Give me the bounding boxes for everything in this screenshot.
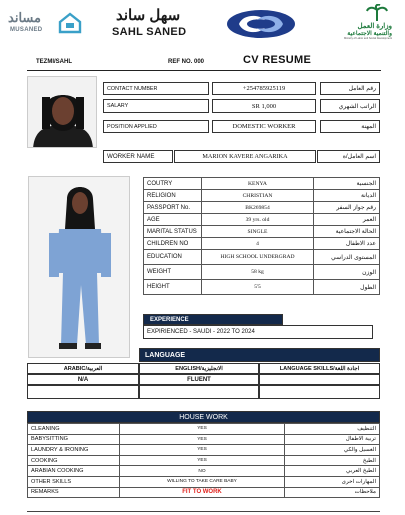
language-col-english: ENGLISH/الانجليزية [139,363,259,374]
worker-name-label: WORKER NAME [103,150,173,163]
detail-value: 4 [202,238,314,250]
detail-ar: الديانة [314,190,380,202]
position-ar: المهنة [320,120,380,133]
ref-number: REF NO. 000 [168,59,205,65]
detail-label: COUTRY [144,178,202,190]
house-work-label: BABYSITTING [28,434,120,445]
detail-label: PASSPORT No. [144,202,202,214]
detail-value: KENYA [202,178,314,190]
sahl-saned-logo [108,6,220,40]
sahl-saned-ar: سهل ساند [116,7,181,24]
detail-value: 5'5 [202,280,314,295]
detail-row [144,202,380,214]
musaned-logo-ar: مساند [8,10,41,25]
house-icon [58,12,82,34]
person-icon [28,77,97,148]
detail-ar: رقم جواز السفر [314,202,380,214]
detail-ar: الطول [314,280,380,295]
language-skills-value [259,374,380,385]
details-table [143,177,380,295]
detail-row [144,178,380,190]
detail-label: MARITAL STATUS [144,226,202,238]
house-work-row [28,424,380,435]
language-blank-right [259,385,380,399]
detail-ar: الوزن [314,265,380,280]
experience-header: EXPERIENCE [143,314,283,325]
worker-name-value: MARION KAVERE ANGARIKA [174,150,316,163]
detail-row [144,265,380,280]
detail-row [144,190,380,202]
house-work-header: HOUSE WORK [27,411,380,423]
detail-label: HEIGHT [144,280,202,295]
detail-value: CHRISTIAN [202,190,314,202]
detail-row [144,214,380,226]
detail-ar: الجنسية [314,178,380,190]
experience-value: EXPIRIENCED - SAUDI - 2022 TO 2024 [143,325,373,339]
person-full-icon [29,177,130,358]
detail-label: CHILDREN NO [144,238,202,250]
detail-ar: عدد الاطفال [314,238,380,250]
detail-row [144,250,380,265]
house-work-row [28,476,380,487]
worker-name-ar: اسم العامل/ة [317,150,380,163]
house-work-label: OTHER SKILLS [28,476,120,487]
bottom-rule [27,511,380,512]
house-work-ar: الطبخ [285,455,380,466]
detail-value: BK269854 [202,202,314,214]
house-work-row [28,487,380,498]
language-col-skills: LANGUAGE SKILLS/اجادة اللغة [259,363,380,374]
detail-label: EDUCATION [144,250,202,265]
ministry-name-ar-2: والتنمية الاجتماعية [347,31,392,37]
house-work-label: ARABIAN COOKING [28,466,120,477]
house-work-value: YES [120,455,285,466]
detail-label: RELIGION [144,190,202,202]
house-work-label: CLEANING [28,424,120,435]
contact-number-value: +254785925119 [212,82,316,95]
contact-number-ar: رقم العامل [320,82,380,95]
detail-row [144,226,380,238]
language-blank-left [27,385,139,399]
house-work-ar: ملاحظات [285,487,380,498]
sahl-saned-en: SAHL SANED [112,26,187,38]
detail-ar: المستوى الدراسي [314,250,380,265]
house-work-ar: المهارات اخرى [285,476,380,487]
house-work-label: COOKING [28,455,120,466]
language-header: LANGUAGE [139,348,380,362]
house-work-value: YES [120,434,285,445]
detail-value: 39 yrs. old [202,214,314,226]
salary-value: SR 1,000 [212,99,316,113]
detail-row [144,238,380,250]
house-work-table [27,423,380,498]
palm-tree-icon [366,4,388,22]
house-work-row [28,466,380,477]
musaned-logo-en: MUSANED [10,27,43,33]
house-work-row [28,455,380,466]
full-body-photo [28,176,130,358]
musaned-logo [8,10,88,36]
title-underline [27,70,381,71]
headshot-photo [27,76,97,148]
house-work-row [28,434,380,445]
detail-label: AGE [144,214,202,226]
detail-label: WEIGHT [144,265,202,280]
ministry-logo [308,4,398,42]
detail-ar: الحالة الاجتماعية [314,226,380,238]
position-label: POSITION APPLIED [103,120,209,133]
language-english-value: FLUENT [139,374,259,385]
house-work-label: LAUNDRY & IRONING [28,445,120,456]
house-work-ar: الطبخ العربي [285,466,380,477]
position-value: DOMESTIC WORKER [212,120,316,133]
agency-label: TEZMI/SAHL [36,59,72,65]
detail-ar: العمر [314,214,380,226]
house-work-ar: الغسيل والكي [285,445,380,456]
house-work-ar: تربية الاطفال [285,434,380,445]
house-work-row [28,445,380,456]
house-work-value: NO [120,466,285,477]
house-work-label: REMARKS [28,487,120,498]
detail-row [144,280,380,295]
ministry-name-en: Ministry of Labor and Social Development [343,37,392,40]
house-work-value: YES [120,424,285,435]
salary-ar: الراتب الشهري [320,99,380,113]
contact-number-label: CONTACT NUMBER [103,82,209,95]
language-arabic-value: N/A [27,374,139,385]
ministry-name-ar-1: وزارة العمل [357,23,392,30]
detail-value: HIGH SCHOOL UNDERGRAD [202,250,314,265]
page-title: CV RESUME [243,54,312,66]
language-col-arabic: ARABIC/العربية [27,363,139,374]
detail-value: SINGLE [202,226,314,238]
detail-value: 58 kg [202,265,314,280]
house-work-value: FIT TO WORK [120,487,285,498]
house-work-ar: التنظيف [285,424,380,435]
house-work-value: YES [120,445,285,456]
language-blank-mid [139,385,259,399]
house-work-value: WILLING TO TAKE CARE BABY [120,476,285,487]
saned-emblem-icon [225,8,297,40]
salary-label: SALARY [103,99,209,113]
